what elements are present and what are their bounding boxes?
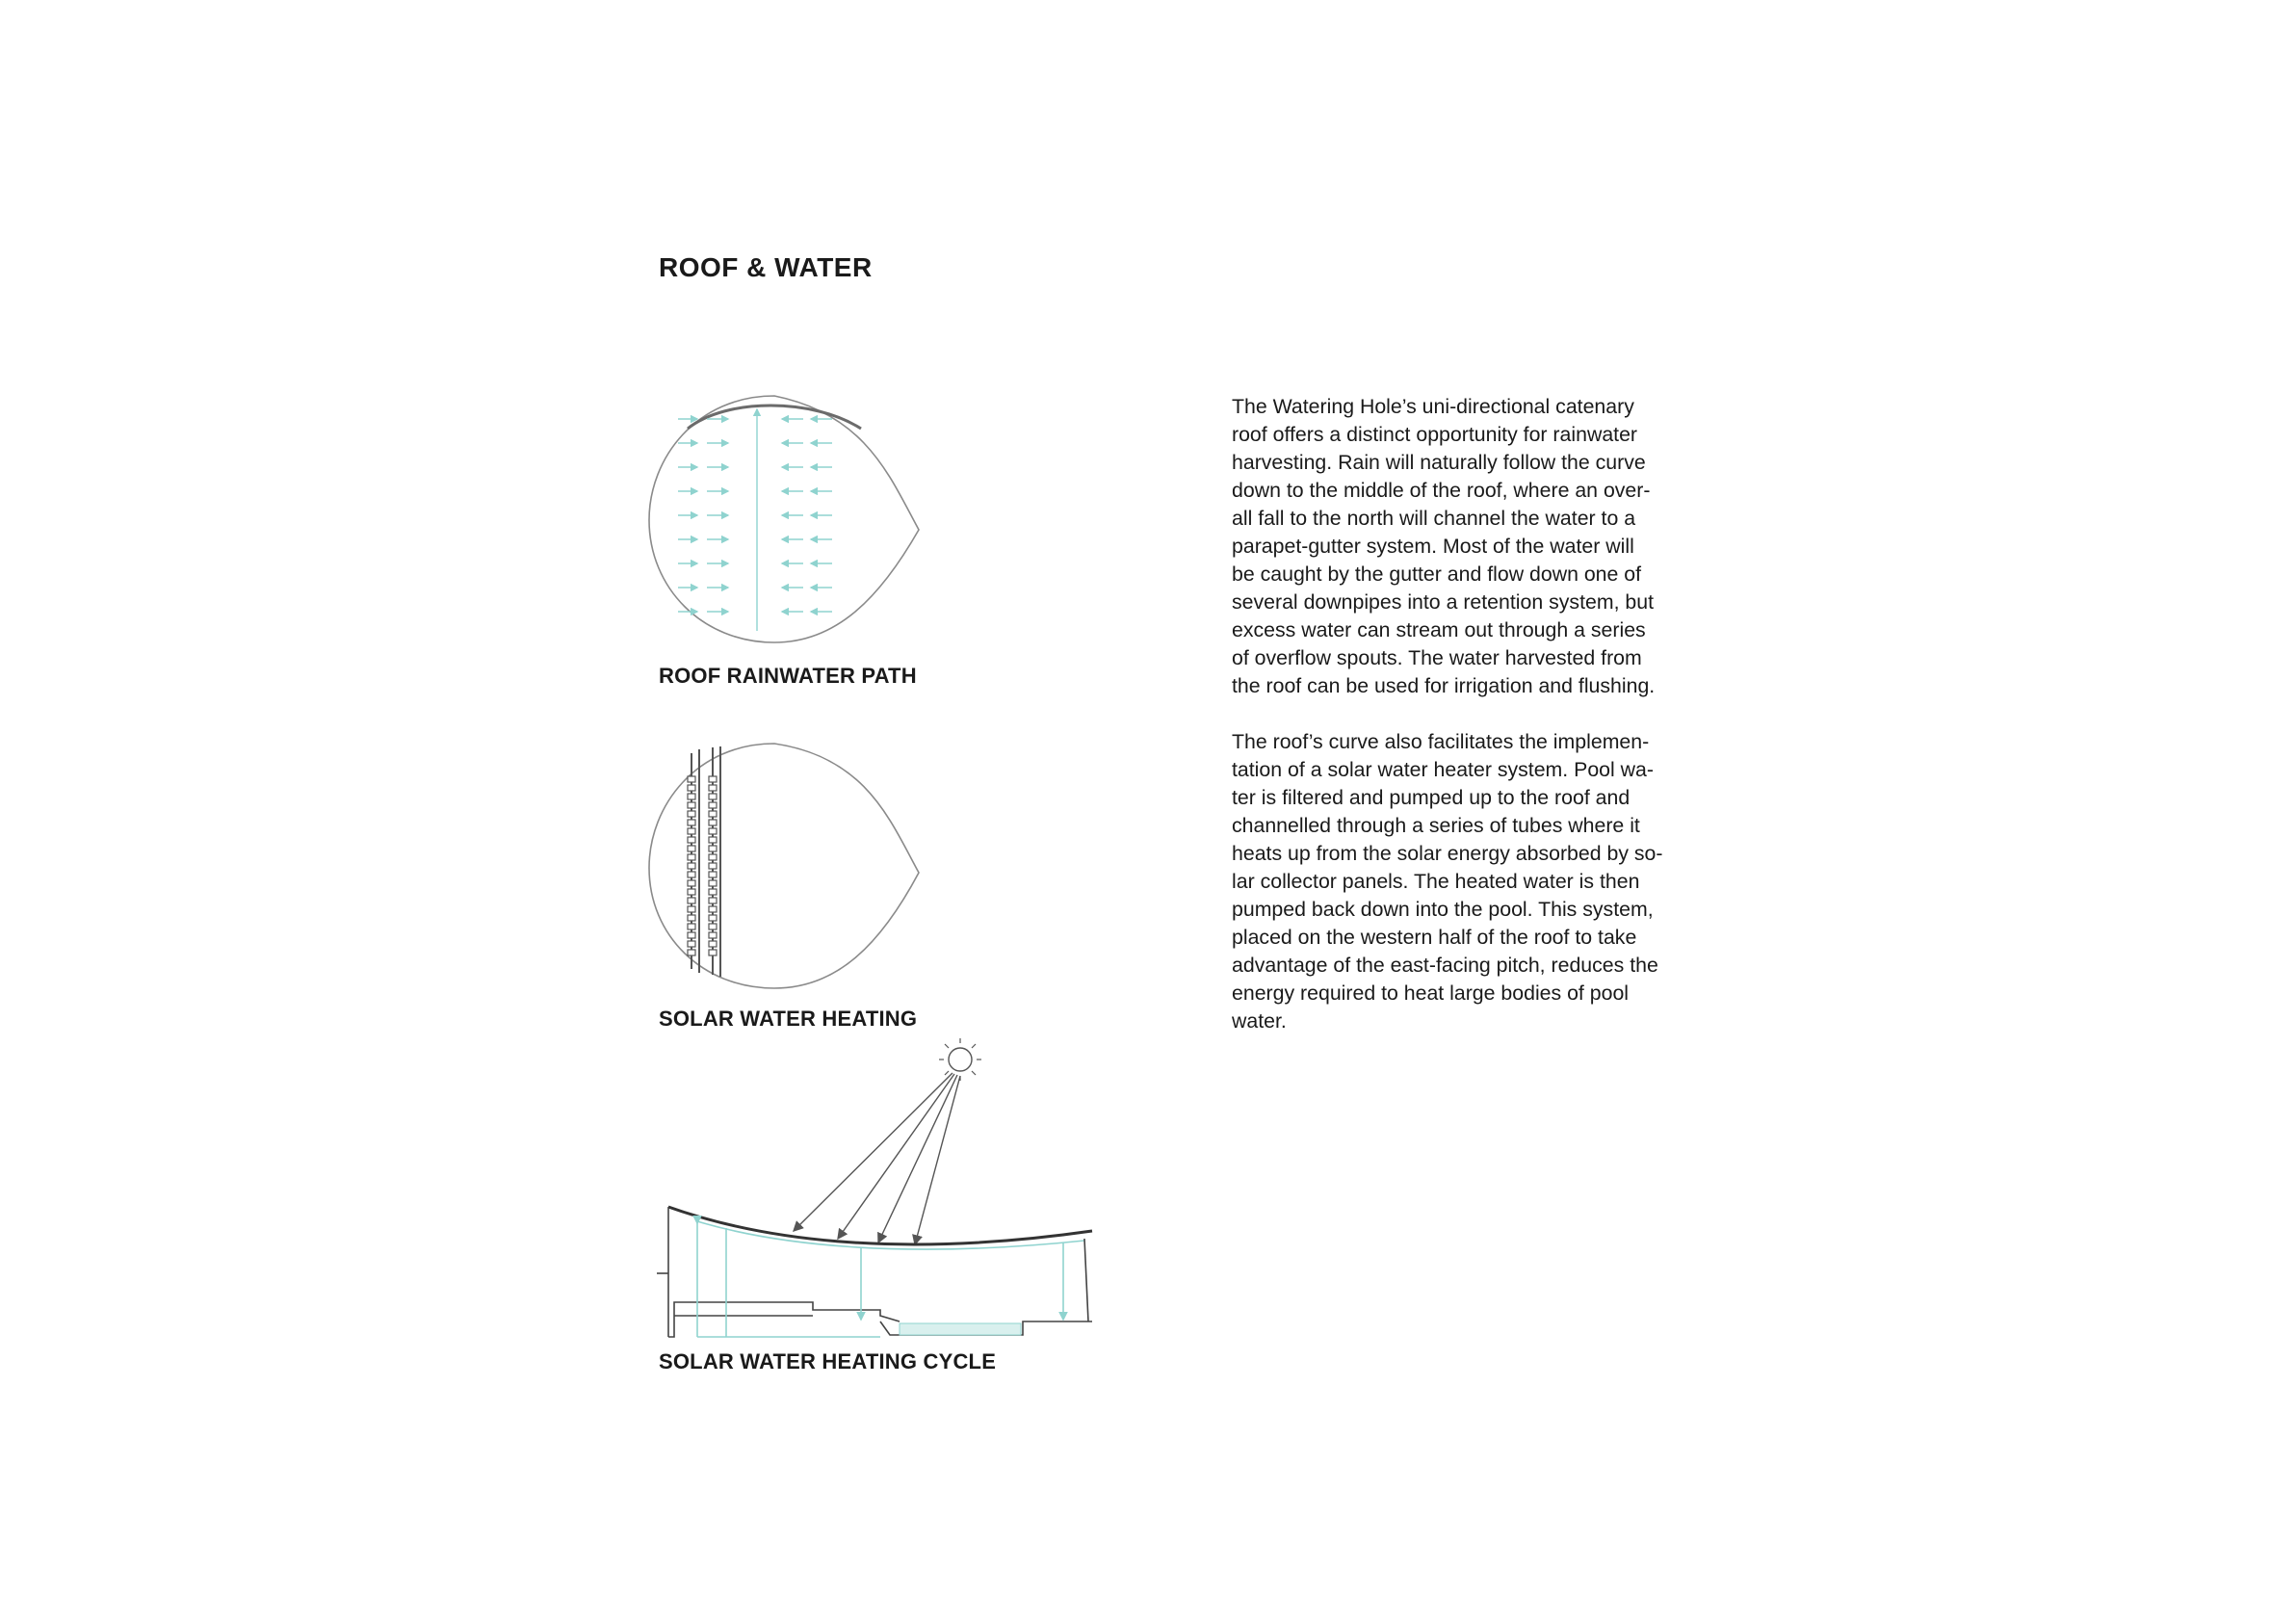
collector-panel (688, 941, 695, 947)
collector-panel (688, 898, 695, 903)
sun-icon (939, 1038, 981, 1081)
sun-rays (794, 1073, 960, 1244)
collector-panel (688, 932, 695, 938)
collector-panel (709, 863, 717, 869)
collector-panel (688, 863, 695, 869)
body-text-line: the roof can be used for irrigation and flushing. (1232, 674, 1656, 697)
body-text-line: lar collector panels. The heated water is then (1232, 870, 1640, 893)
collector-panel (709, 941, 717, 947)
body-text-line: tation of a solar water heater system. Pool wa- (1232, 758, 1654, 781)
collector-panel (709, 854, 717, 860)
collector-panel (709, 872, 717, 877)
body-text-line: excess water can stream out through a series (1232, 618, 1646, 641)
collector-panel (688, 820, 695, 825)
body-text-line: The roof’s curve also facilitates the implemen- (1232, 730, 1650, 753)
collector-panel (688, 785, 695, 791)
caption-roof-rainwater-path: ROOF RAINWATER PATH (659, 664, 917, 688)
roof-outline (649, 396, 919, 642)
collector-panel (688, 828, 695, 834)
collector-panel (709, 898, 717, 903)
body-text-line: several downpipes into a retention system, but (1232, 590, 1655, 614)
body-text-line: down to the middle of the roof, where an over- (1232, 479, 1651, 502)
pool (900, 1323, 1021, 1335)
collector-panel (688, 776, 695, 782)
body-text-line: of overflow spouts. The water harvested from (1232, 646, 1642, 669)
collector-panel (688, 915, 695, 921)
body-text (1232, 393, 1684, 1063)
gutter-line (688, 406, 861, 429)
collector-panel (709, 794, 717, 799)
paragraph-rainwater (1232, 393, 1684, 700)
collector-panel (709, 950, 717, 955)
body-text-line: heats up from the solar energy absorbed by so- (1232, 842, 1663, 865)
collector-panel (688, 906, 695, 912)
collector-panel (709, 915, 717, 921)
collector-panel (709, 828, 717, 834)
caption-solar-water-heating-cycle: SOLAR WATER HEATING CYCLE (659, 1349, 997, 1373)
body-text-line: water. (1232, 1009, 1287, 1033)
collector-panel (688, 846, 695, 851)
collector-panel (709, 846, 717, 851)
body-text-line: roof offers a distinct opportunity for rainwater (1232, 423, 1638, 446)
solar-water-heating-cycle-diagram (639, 1031, 1102, 1339)
collector-panel (688, 811, 695, 817)
collector-panel (709, 889, 717, 895)
solar-collector-panels (688, 776, 717, 955)
collector-panel (709, 785, 717, 791)
body-text-line: advantage of the east-facing pitch, reduces the (1232, 954, 1658, 977)
collector-panel (709, 811, 717, 817)
collector-panel (688, 924, 695, 929)
body-text-line: channelled through a series of tubes where it (1232, 814, 1640, 837)
collector-panel (688, 872, 695, 877)
collector-panel (688, 880, 695, 886)
paragraph-solar-heating (1232, 728, 1684, 1035)
body-text-line: placed on the western half of the roof to take (1232, 926, 1637, 949)
body-text-line: energy required to heat large bodies of pool (1232, 981, 1630, 1005)
caption-solar-water-heating: SOLAR WATER HEATING (659, 1007, 918, 1031)
collector-panel (688, 950, 695, 955)
collector-panel (688, 837, 695, 843)
collector-panel (688, 802, 695, 808)
body-text-line: pumped back down into the pool. This system, (1232, 898, 1654, 921)
collector-panel (709, 924, 717, 929)
collector-panel (688, 889, 695, 895)
collector-panel (709, 837, 717, 843)
body-text-line: parapet-gutter system. Most of the water will (1232, 535, 1634, 558)
page-title: ROOF & WATER (659, 252, 873, 282)
body-text-line: The Watering Hole’s uni-directional catenary (1232, 395, 1634, 418)
body-text-line: ter is filtered and pumped up to the roof and (1232, 786, 1631, 809)
rainwater-flow-arrows (678, 409, 832, 631)
roof-rainwater-path-diagram (639, 390, 938, 650)
collector-panel (688, 794, 695, 799)
collector-panel (709, 820, 717, 825)
collector-panel (709, 906, 717, 912)
collector-panel (709, 932, 717, 938)
building-section (657, 1207, 1092, 1337)
body-text-line: be caught by the gutter and flow down one of (1232, 562, 1642, 586)
collector-panel (709, 880, 717, 886)
body-text-line: all fall to the north will channel the water to a (1232, 507, 1636, 530)
collector-panel (709, 802, 717, 808)
solar-water-heating-diagram (639, 738, 938, 994)
body-text-line: harvesting. Rain will naturally follow the curve (1232, 451, 1646, 474)
collector-panel (688, 854, 695, 860)
collector-panel (709, 776, 717, 782)
